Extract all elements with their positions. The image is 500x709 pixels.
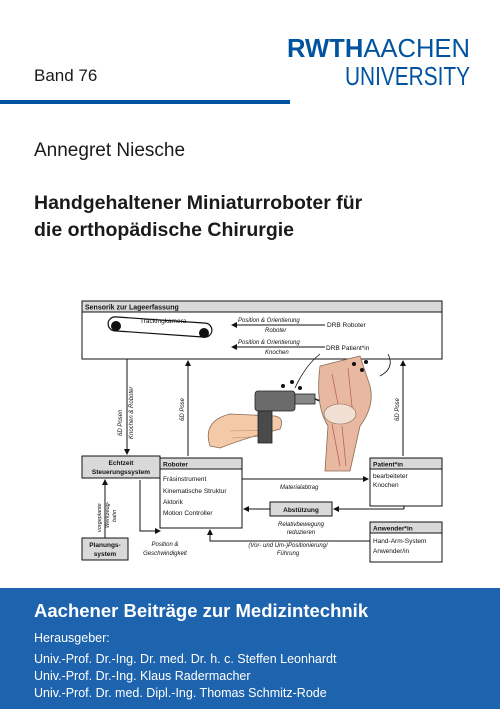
system-label: system <box>93 551 117 558</box>
knee-leg-illustration <box>319 356 372 471</box>
band-number: Band 76 <box>34 66 98 85</box>
sensorik-title: Sensorik zur Lageerfassung <box>85 304 179 312</box>
roboter-item-1: Fräsinstrument <box>163 476 207 483</box>
roboter-item-4: Motion Controller <box>163 510 213 517</box>
vorgeplante-label: vorgeplante <box>97 503 103 532</box>
geschwindigkeit-label: Geschwindigkeit <box>143 551 187 557</box>
patient-item-1: bearbeiteter <box>373 473 408 480</box>
author-name: Annegret Niesche <box>34 140 186 161</box>
publisher-label: Herausgeber: <box>34 631 110 645</box>
roboter-item-3: Aktorik <box>163 499 183 506</box>
reduzieren-label: reduzieren <box>286 530 316 536</box>
pos-orient-knochen: Position & Orientierung <box>238 340 300 346</box>
anwender-box-title: Anwender*in <box>373 525 413 533</box>
band-rule <box>0 100 290 104</box>
pos-orient-roboter: Position & Orientierung <box>238 318 300 324</box>
title-line-2: die orthopädische Chirurgie <box>34 219 295 241</box>
relativbewegung-label: Relativbewegung <box>277 522 325 528</box>
werkzeug-label: Werkzeug- <box>105 501 111 528</box>
series-title: Aachener Beiträge zur Medizintechnik <box>34 600 369 621</box>
pos-geschw-label: Position & <box>151 542 179 548</box>
handheld-robot-illustration <box>208 380 328 448</box>
roboter-small-label: Roboter <box>265 328 287 334</box>
knochen-small-label: Knochen <box>265 350 289 356</box>
bahn-label: bahn <box>112 509 118 522</box>
anwender-item-2: Anwender/in <box>373 548 410 555</box>
posen-sub-label: Knochen & Roboter <box>129 386 135 439</box>
book-title <box>34 190 474 244</box>
patient-box-title: Patient*in <box>373 461 403 469</box>
echtzeit-label: Echtzeit <box>108 460 134 467</box>
materialabtrag-label: Materialabtrag <box>280 485 319 491</box>
abstuetzung-label: Abstützung <box>283 507 319 514</box>
trackingkamera-label: Trackingkamera <box>140 318 187 325</box>
pose-right-label: 6D Pose <box>395 397 401 421</box>
positionierung-label: (Vor- und Um-)Positionierung/ <box>248 543 328 549</box>
title-line-1: Handgehaltener Miniaturroboter für <box>34 192 363 214</box>
editor-3: Univ.-Prof. Dr. med. Dipl.-Ing. Thomas Schmitz-Rode <box>34 686 327 700</box>
posen-label: 6D Posen <box>118 409 124 436</box>
roboter-item-2: Kinematische Struktur <box>163 488 227 495</box>
steuerungssystem-label: Steuerungssystem <box>91 469 151 476</box>
patient-item-2: Knochen <box>373 482 399 489</box>
system-diagram <box>70 296 450 571</box>
roboter-box-title: Roboter <box>163 461 188 469</box>
logo-line1: RWTHAACHEN <box>287 33 472 63</box>
drb-patient-label: DRB Patient*in <box>326 345 370 352</box>
rwth-logo <box>287 33 472 91</box>
drb-roboter-label: DRB Roboter <box>327 322 366 329</box>
editor-1: Univ.-Prof. Dr.-Ing. Dr. med. Dr. h. c. Steffen Leonhardt <box>34 652 337 666</box>
fuehrung-label: Führung <box>276 551 300 557</box>
editor-2: Univ.-Prof. Dr.-Ing. Klaus Radermacher <box>34 669 251 683</box>
series-footer <box>0 588 500 709</box>
pose-left-label: 6D Pose <box>180 397 186 421</box>
anwender-item-1: Hand-Arm-System <box>373 538 427 545</box>
logo-line2: UNIVERSITY <box>345 61 470 91</box>
planung-label: Planungs- <box>89 542 121 549</box>
